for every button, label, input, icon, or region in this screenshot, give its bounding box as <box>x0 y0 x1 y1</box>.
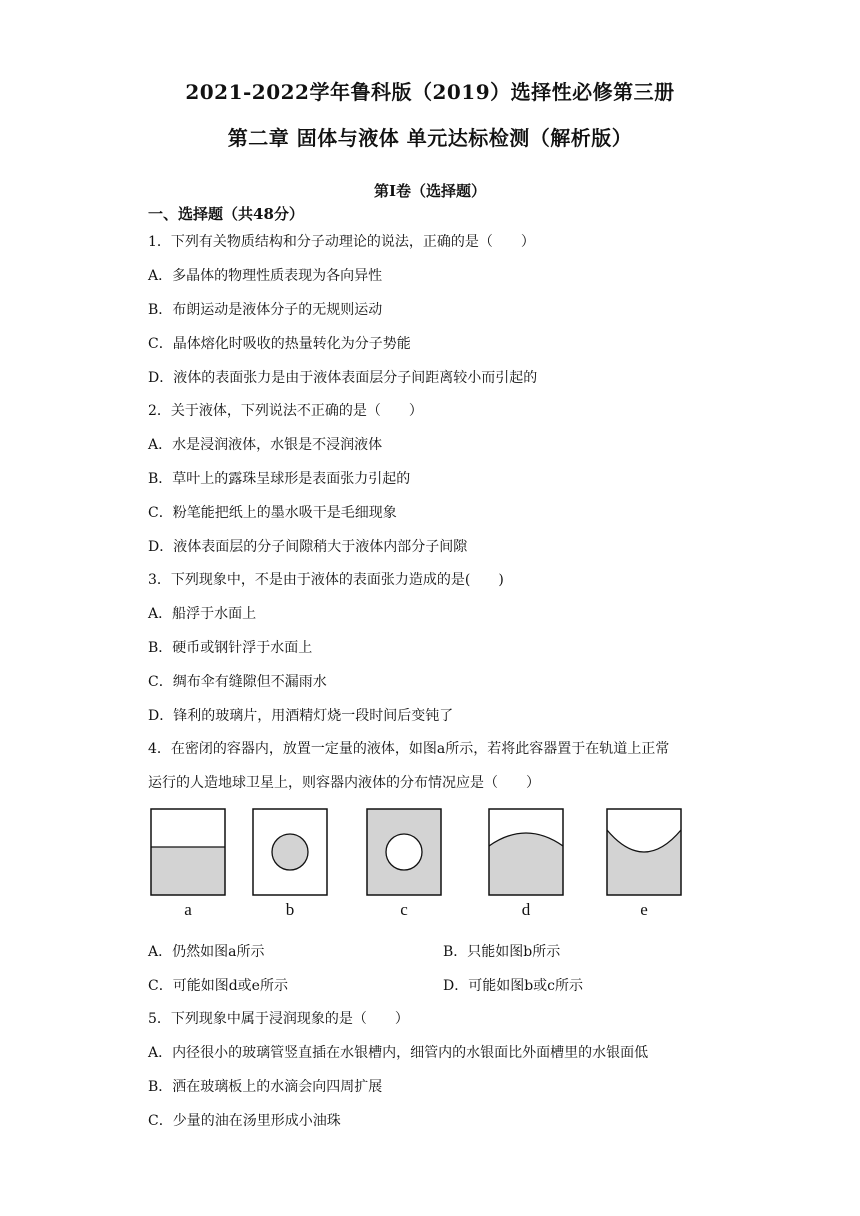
q4-option-c: C．可能如图d或e所示 <box>148 978 288 994</box>
q4-option-a: A．仍然如图a所示 <box>148 944 265 960</box>
figure-label-e: e <box>640 900 648 919</box>
q2-option-b: B．草叶上的露珠呈球形是表面张力引起的 <box>148 471 411 487</box>
figure-b-liquid-sphere <box>252 808 328 896</box>
title-line-1: 2021-2022学年鲁科版（2019）选择性必修第三册 <box>185 80 675 104</box>
q1-option-c: C．晶体熔化时吸收的热量转化为分子势能 <box>148 336 411 352</box>
q5-option-b: B．洒在玻璃板上的水滴会向四周扩展 <box>148 1079 383 1095</box>
q1-option-a: A．多晶体的物理性质表现为各向异性 <box>148 268 383 284</box>
title-line-2: 第二章 固体与液体 单元达标检测（解析版） <box>227 126 633 150</box>
q2-option-a: A．水是浸润液体，水银是不浸润液体 <box>148 437 383 453</box>
q3-stem: 3．下列现象中，不是由于液体的表面张力造成的是( ) <box>148 572 504 588</box>
q3-option-d: D．锋利的玻璃片，用酒精灯烧一段时间后变钝了 <box>148 708 454 724</box>
q4-stem-line-2: 运行的人造地球卫星上，则容器内液体的分布情况应是（ ） <box>148 775 540 791</box>
figure-label-c: c <box>400 900 408 919</box>
part-heading: 一、选择题（共48分） <box>148 205 304 223</box>
q2-option-c: C．粉笔能把纸上的墨水吸干是毛细现象 <box>148 505 397 521</box>
q3-option-c: C．绸布伞有缝隙但不漏雨水 <box>148 674 327 690</box>
q1-stem: 1．下列有关物质结构和分子动理论的说法，正确的是（ ） <box>148 234 535 250</box>
q3-option-a: A．船浮于水面上 <box>148 606 257 622</box>
figure-a-half-filled <box>150 808 226 896</box>
q2-stem: 2．关于液体，下列说法不正确的是（ ） <box>148 403 423 419</box>
q1-option-d: D．液体的表面张力是由于液体表面层分子间距离较小而引起的 <box>148 370 538 386</box>
q4-option-b: B．只能如图b所示 <box>443 944 561 960</box>
q3-option-b: B．硬币或钢针浮于水面上 <box>148 640 313 656</box>
q2-option-d: D．液体表面层的分子间隙稍大于液体内部分子间隙 <box>148 539 468 555</box>
figure-e-concave-surface <box>606 808 682 896</box>
figure-c-central-bubble <box>366 808 442 896</box>
q5-stem: 5．下列现象中属于浸润现象的是（ ） <box>148 1011 409 1027</box>
q1-option-b: B．布朗运动是液体分子的无规则运动 <box>148 302 383 318</box>
volume-heading: 第Ⅰ卷（选择题） <box>373 182 487 200</box>
q4-stem-line-1: 4．在密闭的容器内，放置一定量的液体，如图a所示，若将此容器置于在轨道上正常 <box>148 741 670 757</box>
figure-d-convex-surface <box>488 808 564 896</box>
figure-label-b: b <box>285 900 295 919</box>
q5-option-c: C．少量的油在汤里形成小油珠 <box>148 1113 341 1129</box>
figure-label-d: d <box>521 900 531 919</box>
q4-option-d: D．可能如图b或c所示 <box>443 978 584 994</box>
q5-option-a: A．内径很小的玻璃管竖直插在水银槽内，细管内的水银面比外面槽里的水银面低 <box>148 1045 649 1061</box>
figure-label-a: a <box>184 900 192 919</box>
